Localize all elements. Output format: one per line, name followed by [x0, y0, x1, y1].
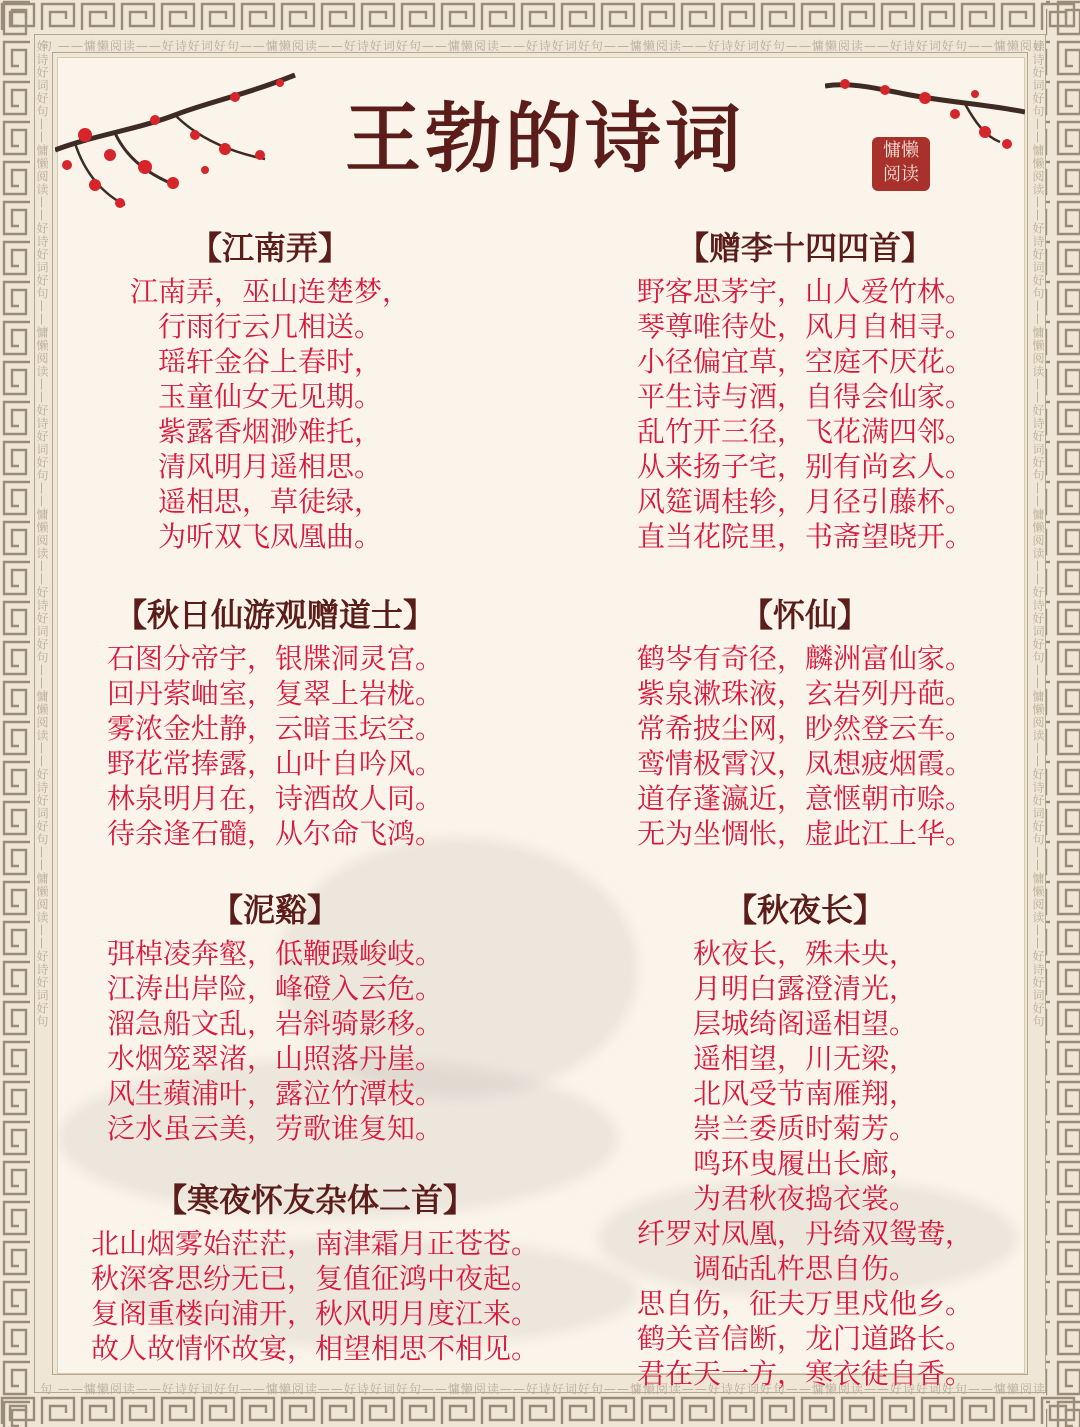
poem-line: 泛水虽云美，劳歌谁复知。	[106, 1112, 443, 1145]
poem-line: 雾浓金灶静，云暗玉坛空。	[106, 712, 443, 745]
poem-line: 思自伤，征夫万里戍他乡。	[636, 1287, 973, 1320]
poem-line: 石图分帝宇，银牒洞灵宫。	[106, 642, 443, 675]
poem-line: 复阁重楼向浦开，秋风明月度江来。	[90, 1297, 539, 1330]
poem-line: 野花常捧露，山叶自吟风。	[106, 747, 443, 780]
poem-line: 为听双飞凤凰曲。	[157, 520, 382, 553]
watermark-bottom: 句 ——慵懒阅读——好诗好词好句——慵懒阅读——好诗好词好句——慵懒阅读——好诗好词好句——慵懒阅读——好诗好词好句——慵懒阅读——好诗好词好句——慵懒阅读	[40, 1382, 1046, 1396]
poem-title: 【寒夜怀友杂体二首】	[154, 1181, 475, 1219]
poem-line: 瑶轩金谷上春时，	[157, 345, 382, 378]
poem-line: 林泉明月在，诗酒故人同。	[106, 782, 443, 815]
poem-line: 风生蘋浦叶，露泣竹潭枝。	[106, 1077, 443, 1110]
poem-lines	[80, 936, 470, 1146]
poem-line: 鹤岑有奇径，麟洲富仙家。	[636, 642, 973, 675]
poem-title: 【泥谿】	[210, 891, 339, 929]
poem-line: 小径偏宜草，空庭不厌花。	[636, 345, 973, 378]
poem-line: 调砧乱杵思自伤。	[692, 1252, 917, 1285]
poem-line: 江南弄，巫山连楚梦，	[129, 275, 410, 308]
poem-line: 风筵调桂轸，月径引藤杯。	[636, 485, 973, 518]
poem-lines	[610, 274, 1000, 554]
poem-lines	[610, 936, 1000, 1391]
poem-line: 乱竹开三径，飞花满四邻。	[636, 415, 973, 448]
poem	[610, 228, 1000, 554]
poem-title: 【怀仙】	[740, 596, 869, 634]
poem-line: 北山烟雾始茫茫，南津霜月正苍苍。	[90, 1227, 539, 1260]
poem-line: 常希披尘网，眇然登云车。	[636, 712, 973, 745]
poem-line: 秋夜长，殊未央，	[692, 937, 917, 970]
poem-title: 【秋夜长】	[724, 891, 885, 929]
poem-line: 弭棹凌奔壑，低鞭蹑峻岐。	[106, 937, 443, 970]
poem-line: 紫泉漱珠液，玄岩列丹葩。	[636, 677, 973, 710]
poem-line: 道存蓬瀛近，意惬朝市赊。	[636, 782, 973, 815]
poem-title: 【江南弄】	[189, 229, 350, 267]
seal-stamp	[872, 137, 930, 191]
poem-line: 溜急船文乱，岩斜骑影移。	[106, 1007, 443, 1040]
watermark-right: 好诗好词好句——慵懒阅读——好诗好词好句——慵懒阅读——好诗好词好句——慵懒阅读——好诗好词好句——慵懒阅读——好诗好词好句——慵懒阅读——好诗好词好句	[1031, 40, 1045, 1028]
poem-line: 崇兰委质时菊芳。	[692, 1112, 917, 1145]
poem-lines	[80, 641, 470, 851]
poem-line: 平生诗与酒，自得会仙家。	[636, 380, 973, 413]
poem-line: 鸾情极霄汉，凤想疲烟霞。	[636, 747, 973, 780]
poem-title: 【秋日仙游观赠道士】	[114, 596, 435, 634]
poem-line: 无为坐惆怅，虚此江上华。	[636, 817, 973, 850]
poem	[610, 890, 1000, 1391]
poem-title: 【赠李十四四首】	[676, 229, 933, 267]
poem-line: 行雨行云几相送。	[157, 310, 382, 343]
poem-line: 江涛出岸险，峰磴入云危。	[106, 972, 443, 1005]
poem	[85, 228, 455, 554]
poem-lines	[60, 1226, 570, 1366]
poem-line: 玉童仙女无见期。	[157, 380, 382, 413]
poem-line: 清风明月遥相思。	[157, 450, 382, 483]
poem-line: 君在天一方，寒衣徒自香。	[636, 1357, 973, 1390]
poem	[610, 595, 1000, 851]
poem	[80, 890, 470, 1146]
poem	[60, 1180, 570, 1366]
poem-line: 待余逢石髓，从尔命飞鸿。	[106, 817, 443, 850]
poem-line: 回丹萦岫室，复翠上岩栊。	[106, 677, 443, 710]
poem-line: 遥相望，川无梁，	[692, 1042, 917, 1075]
poem-line: 紫露香烟渺难托，	[157, 415, 382, 448]
seal-text: 慵懒	[883, 140, 919, 161]
poem-line: 遥相思，草徒绿，	[157, 485, 382, 518]
watermark-left: 好诗好词好句——慵懒阅读——好诗好词好句——慵懒阅读——好诗好词好句——慵懒阅读——好诗好词好句——慵懒阅读——好诗好词好句——慵懒阅读——好诗好词好句	[35, 40, 49, 1028]
plum-blossom-branch-left	[55, 55, 315, 215]
poem-line: 水烟笼翠渚，山照落丹崖。	[106, 1042, 443, 1075]
page-title: 王勃的诗词	[345, 94, 745, 183]
poem-line: 鹤关音信断，龙门道路长。	[636, 1322, 973, 1355]
poem-line: 鸣环曳履出长廊，	[692, 1147, 917, 1180]
poem-lines	[610, 641, 1000, 851]
poem-lines	[85, 274, 455, 554]
poem-line: 从来扬子宅，别有尚玄人。	[636, 450, 973, 483]
poem-line: 为君秋夜捣衣裳。	[692, 1182, 917, 1215]
poem-line: 纤罗对凤凰，丹绮双鸳鸯，	[636, 1217, 973, 1250]
watermark-top: 句 ——慵懒阅读——好诗好词好句——慵懒阅读——好诗好词好句——慵懒阅读——好诗好词好句——慵懒阅读——好诗好词好句——慵懒阅读——好诗好词好句——慵懒阅读	[40, 39, 1046, 53]
poem-line: 北风受节南雁翔，	[692, 1077, 917, 1110]
poem-line: 故人故情怀故宴，相望相思不相见。	[90, 1332, 539, 1365]
poem	[80, 595, 470, 851]
poem-line: 层城绮阁遥相望。	[692, 1007, 917, 1040]
poem-line: 野客思茅宇，山人爱竹林。	[636, 275, 973, 308]
poem-line: 月明白露澄清光，	[692, 972, 917, 1005]
poem-line: 琴尊唯待处，风月自相寻。	[636, 310, 973, 343]
seal-text: 阅读	[883, 164, 919, 185]
poem-line: 秋深客思纷无已，复值征鸿中夜起。	[90, 1262, 539, 1295]
poem-line: 直当花院里，书斋望晓开。	[636, 520, 973, 553]
